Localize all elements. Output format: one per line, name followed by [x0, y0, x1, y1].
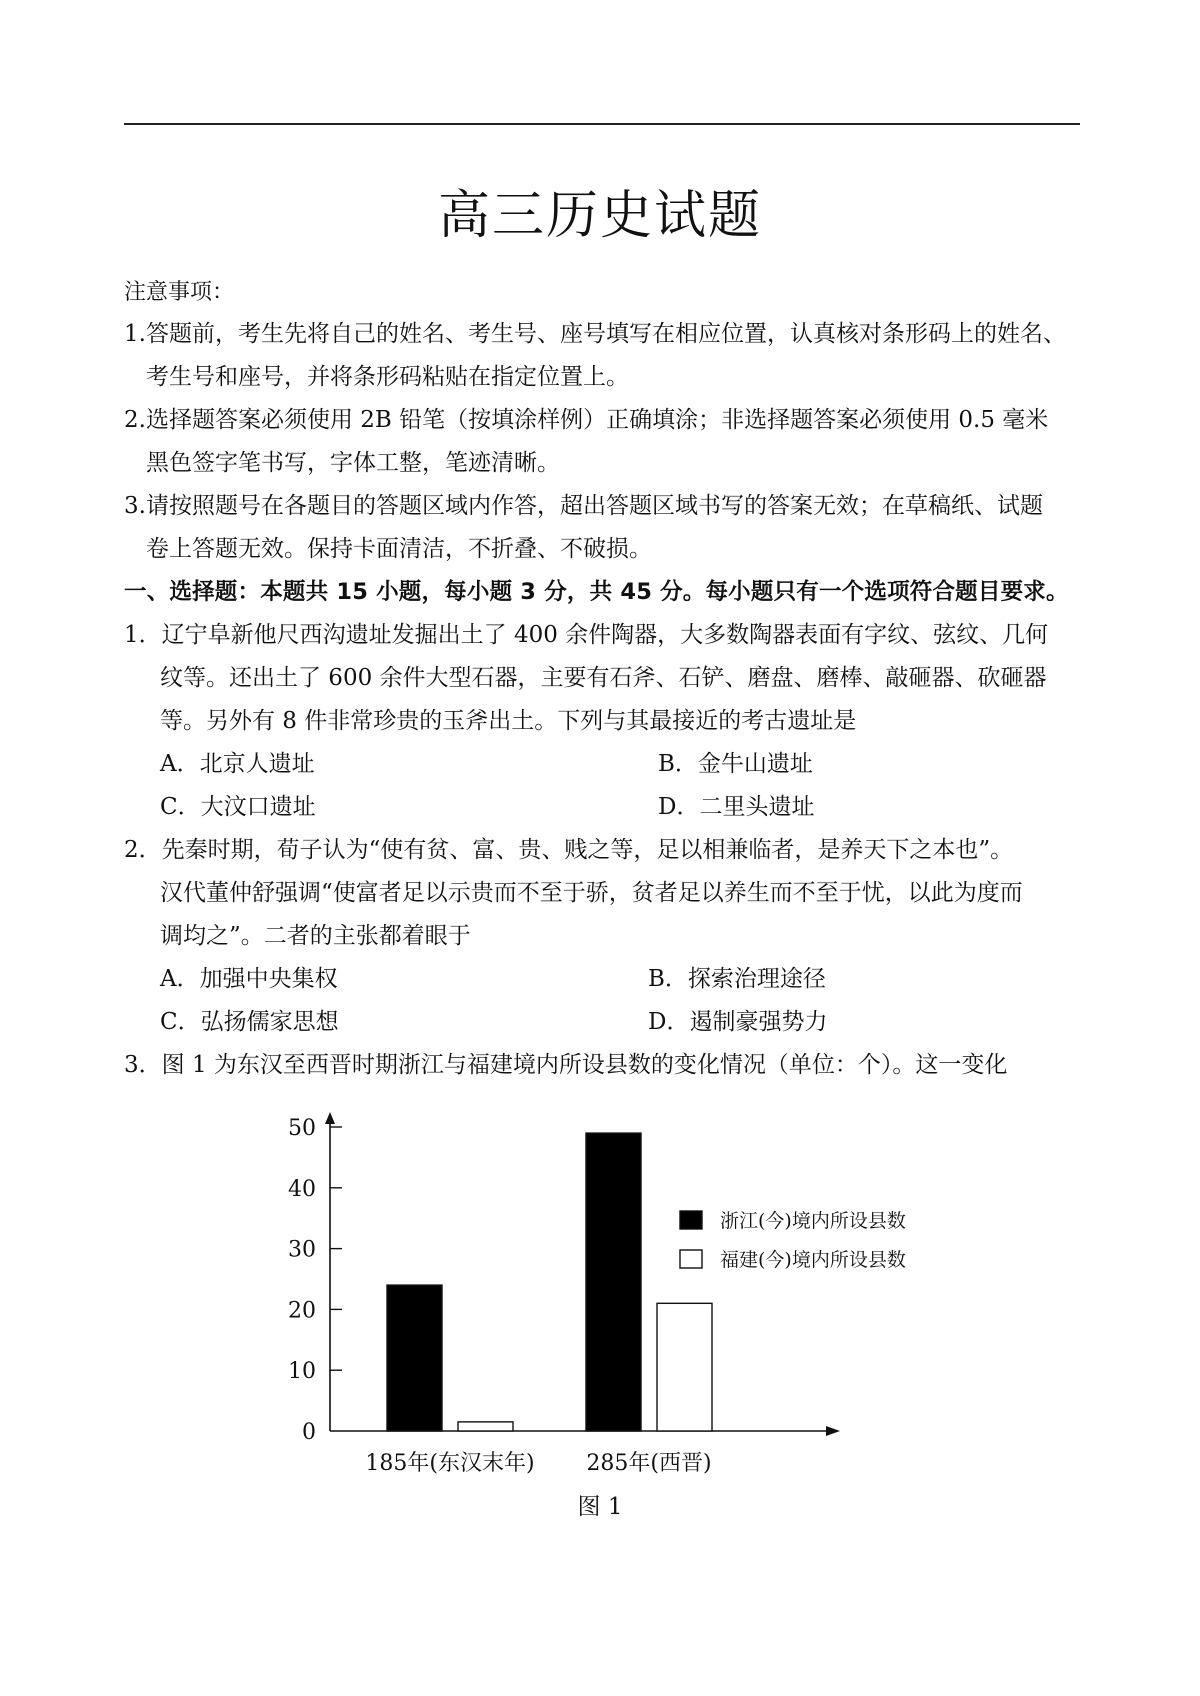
y-tick-label: 0: [302, 1420, 316, 1445]
bar: [387, 1285, 442, 1431]
y-axis-arrow-icon: [325, 1112, 335, 1124]
top-rule: [124, 123, 1080, 125]
x-category-label: 285年(西晋): [586, 1451, 712, 1476]
page-title: 高三历史试题: [437, 186, 762, 246]
bar: [586, 1133, 641, 1431]
x-axis-arrow-icon: [826, 1426, 840, 1436]
question-1-option-c: C．大汶口遗址: [160, 794, 316, 820]
bar: [458, 1422, 513, 1431]
note-3-line-2: 卷上答题无效。保持卡面清洁，不折叠、不破损。: [146, 536, 652, 562]
legend-label: 福建(今)境内所设县数: [720, 1249, 906, 1271]
note-2-line-1: 2.选择题答案必须使用 2B 铅笔（按填涂样例）正确填涂；非选择题答案必须使用 0.5 毫米: [124, 407, 1049, 433]
notes-heading: 注意事项：: [124, 280, 235, 305]
note-1-line-2: 考生号和座号，并将条形码粘贴在指定位置上。: [146, 364, 629, 390]
legend-label: 浙江(今)境内所设县数: [720, 1210, 906, 1232]
question-1-option-a: A．北京人遗址: [160, 751, 315, 777]
bar: [657, 1303, 712, 1431]
note-1-line-1: 1.答题前，考生先将自己的姓名、考生号、座号填写在相应位置，认真核对条形码上的姓名、: [124, 321, 1066, 347]
section-heading: 一、选择题：本题共 15 小题，每小题 3 分，共 45 分。每小题只有一个选项符合题目要求。: [124, 579, 1069, 605]
question-2-line-1: 2．先秦时期，荀子认为“使有贫、富、贵、贱之等，足以相兼临者，是养天下之本也”。: [124, 837, 1014, 863]
question-1-line-2: 纹等。还出土了 600 余件大型石器，主要有石斧、石铲、磨盘、磨棒、敲砸器、砍砸器: [160, 665, 1047, 691]
y-tick-label: 50: [288, 1116, 316, 1141]
question-1-line-3: 等。另外有 8 件非常珍贵的玉斧出土。下列与其最接近的考古遗址是: [160, 708, 857, 734]
note-2-line-2: 黑色签字笔书写，字体工整，笔迹清晰。: [146, 450, 560, 476]
question-2-option-d: D．遏制豪强势力: [648, 1009, 828, 1035]
y-tick-label: 40: [288, 1176, 316, 1202]
note-3-line-1: 3.请按照题号在各题目的答题区域内作答，超出答题区域书写的答案无效；在草稿纸、试题: [124, 493, 1043, 519]
question-1-option-b: B．金牛山遗址: [658, 751, 813, 777]
y-tick-label: 20: [288, 1298, 316, 1324]
y-tick-label: 30: [288, 1237, 316, 1263]
question-1-option-d: D．二里头遗址: [658, 794, 815, 820]
figure-caption: 图 1: [577, 1494, 623, 1520]
legend-swatch: [680, 1250, 702, 1268]
x-category-label: 185年(东汉末年): [365, 1451, 535, 1476]
question-2-line-3: 调均之”。二者的主张都着眼于: [160, 923, 471, 949]
question-2-option-a: A．加强中央集权: [160, 966, 338, 992]
question-2-option-c: C．弘扬儒家思想: [160, 1009, 339, 1035]
legend-swatch: [680, 1211, 702, 1229]
question-1-line-1: 1．辽宁阜新他尺西沟遗址发掘出土了 400 余件陶器，大多数陶器表面有字纹、弦纹、几何: [124, 622, 1049, 648]
question-2-line-2: 汉代董仲舒强调“使富者足以示贵而不至于骄，贫者足以养生而不至于忧，以此为度而: [160, 880, 1023, 906]
question-3-line-1: 3．图 1 为东汉至西晋时期浙江与福建境内所设县数的变化情况（单位：个）。这一变化: [124, 1052, 1008, 1078]
y-tick-label: 10: [288, 1359, 316, 1385]
question-2-option-b: B．探索治理途径: [648, 966, 826, 992]
